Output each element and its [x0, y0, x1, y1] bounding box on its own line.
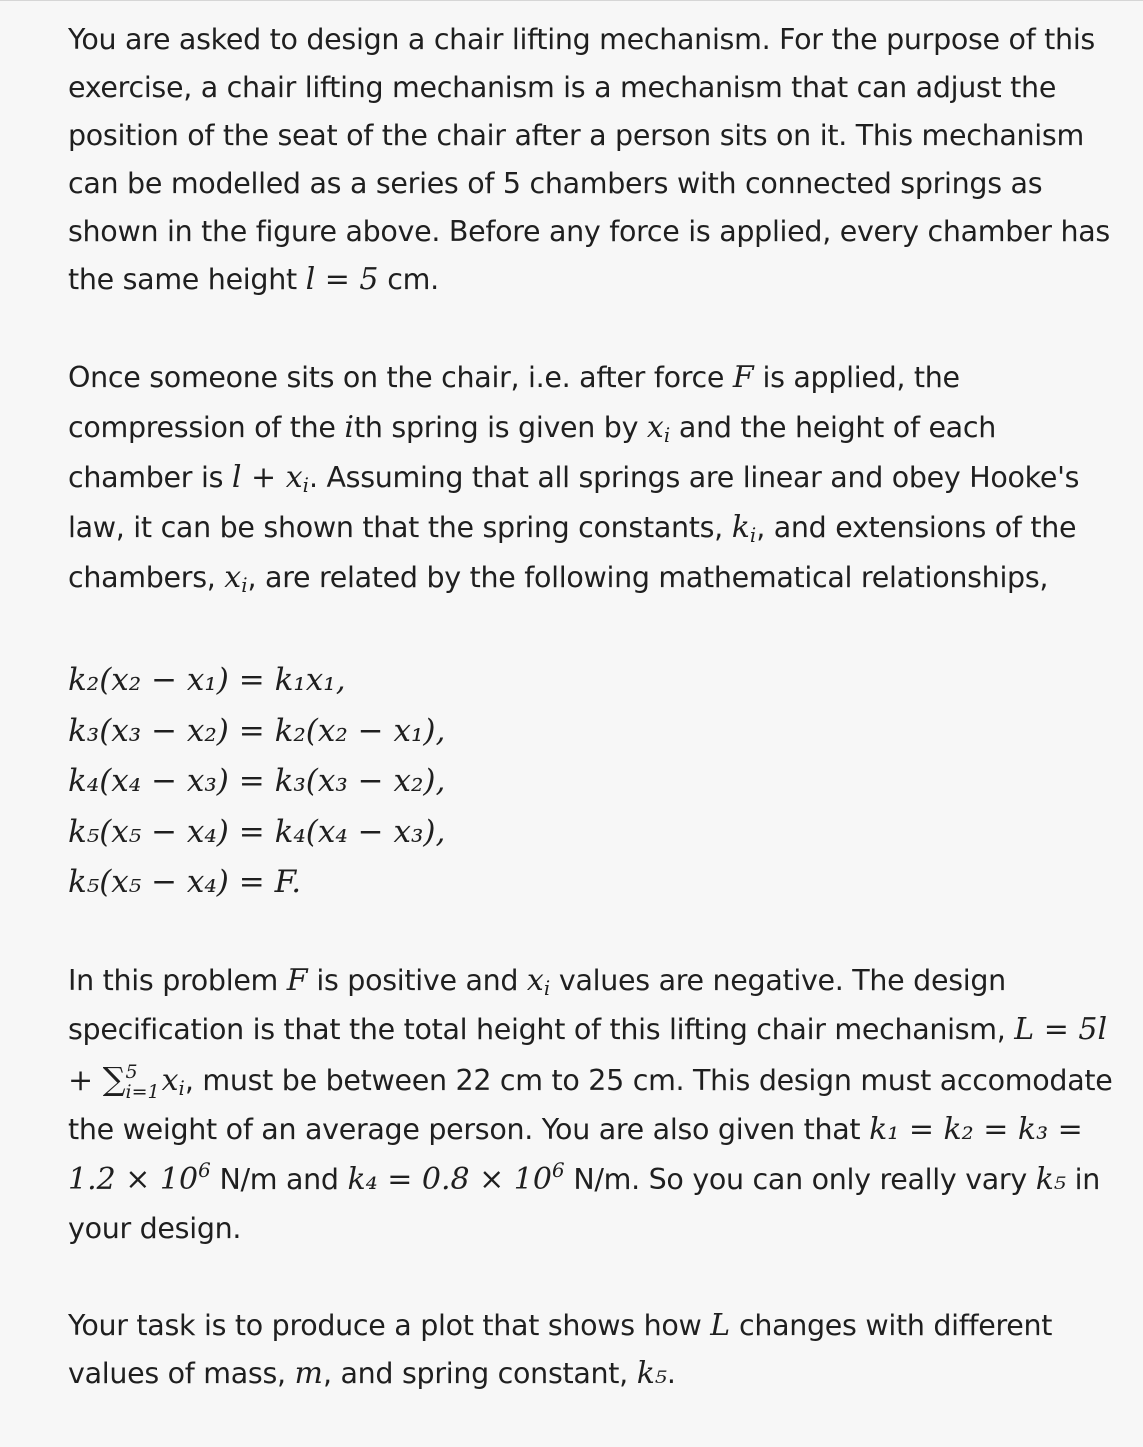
sum-symbol: ∑: [102, 1059, 126, 1098]
equation-block: [68, 655, 1128, 908]
paragraph-task: Your task is to produce a plot that shows how L changes with different values of mass, m, and spring constant, k₅.: [68, 1307, 1053, 1391]
sum-limits: 5 i=1: [125, 1060, 160, 1103]
intro-text: You are asked to design a chair lifting mechanism. For the purpose of this exercise, a chair lifting mechanism is a mechanism that can adjust the position of the seat of the chair after a person sits on it. This mechanism can be modelled as a series of 5 chambers with connected springs as shown in the figure above. Before any force is applied, every chamber has the same height: [68, 23, 1110, 296]
paragraph-intro: [68, 16, 1128, 304]
math-m: m: [294, 1355, 323, 1391]
equation-5: k₅(x₅ − x₄) = F.: [68, 864, 302, 900]
math-k5: k₅: [1035, 1161, 1066, 1197]
equation-4: k₅(x₅ − x₄) = k₄(x₄ − x₃),: [68, 813, 446, 850]
equation-3: k₄(x₄ − x₃) = k₃(x₃ − x₂),: [68, 763, 446, 799]
equation-2: k₃(x₃ − x₂) = k₂(x₂ − x₁),: [68, 712, 446, 749]
paragraph-specification: In this problem F is positive and $x_i$ values are negative. The design specification is that the total height of this lifting chair mechanism, L = 5l + ∑ 5 i=1 $x_i$, must be between 22 cm to 25 cm. This design must accomodate the weight of an average person. You are also given that $k_1 = k_2 = k_3 = 1.2 \times 10^6$ N/m and $k_4 = 0.8 \times 10^6$ N/m. So you can only really vary k₅ in your design.: [68, 962, 1113, 1245]
top-divider: [0, 0, 1143, 1]
math-xi: $x_i$: [646, 410, 671, 447]
math-i: i: [344, 410, 355, 445]
math-F-2: F: [286, 962, 308, 998]
math-F: F: [732, 360, 754, 395]
math-L: L: [710, 1307, 731, 1343]
math-k123: $k_1 = k_2 = k_3 = 1.2 \times 10^6$: [68, 1112, 1083, 1197]
chamber-height-unit: cm.: [378, 263, 439, 296]
math-k4: $k_4 = 0.8 \times 10^6$: [347, 1158, 565, 1197]
math-k5-2: k₅: [636, 1355, 667, 1391]
chamber-height-math: l = 5: [305, 262, 379, 297]
math-xi-3: $x_i$: [526, 962, 551, 1000]
problem-statement: [68, 16, 1128, 1398]
math-l-plus-xi: $l + x_i$: [231, 460, 309, 497]
math-total-height: L = 5l + ∑ 5 i=1 $x_i$: [68, 1012, 1108, 1103]
math-ki: $k_i$: [731, 510, 757, 547]
math-xi-2: $x_i$: [224, 560, 248, 597]
paragraph-relationships: Once someone sits on the chair, i.e. after force F is applied, the compression of the ith spring is given by $x_i$ and the height of each chamber is $l + x_i$. Assuming that all springs are linear and obey Hooke's law, it can be shown that the spring constants, $k_i$, and extensions of the chambers, $x_i$, are related by the following mathematical relationships,: [68, 360, 1080, 597]
equation-1: k₂(x₂ − x₁) = k₁x₁,: [68, 662, 346, 698]
